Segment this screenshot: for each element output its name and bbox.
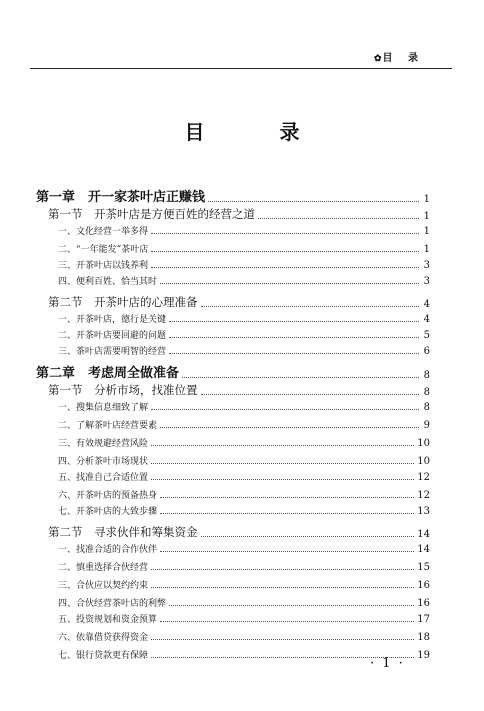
toc-leader-dots: [160, 512, 414, 514]
toc-entry-title: 三、开茶叶店以钱养利: [58, 261, 149, 271]
running-header-label: 目 录: [382, 53, 424, 64]
toc-leader-dots: [151, 638, 414, 640]
toc-item-row: [58, 418, 430, 431]
toc-entry-page: 1: [423, 244, 430, 255]
toc-entry-page: 16: [417, 598, 430, 609]
toc-leader-dots: [169, 604, 414, 606]
toc-entry-page: 13: [417, 506, 430, 517]
toc-entry-page: 6: [423, 346, 430, 357]
toc-entry-page: 16: [417, 580, 430, 591]
toc-entry-title: 二、“一年能发”茶叶店: [58, 245, 149, 255]
toc-entry-page: 3: [423, 276, 430, 287]
toc-section-row: [48, 206, 430, 222]
toc-entry-page: 14: [417, 529, 430, 540]
toc-entry-title: 第二节 寻求伙伴和筹集资金: [48, 525, 198, 539]
toc-leader-dots: [169, 352, 419, 354]
toc-section-row: [48, 382, 430, 398]
toc-entry-title: 七、银行贷款更有保障: [58, 651, 149, 661]
toc-entry-page: 4: [423, 299, 430, 310]
toc-item-row: [58, 630, 430, 643]
toc-item-row: [58, 328, 430, 341]
toc-entry-title: 五、找准自己合适位置: [58, 473, 149, 483]
toc-item-row: [58, 454, 430, 467]
toc-leader-dots: [160, 282, 419, 284]
toc-leader-dots: [151, 478, 414, 480]
toc-leader-dots: [151, 266, 419, 268]
toc-item-row: [58, 542, 430, 555]
toc-leader-dots: [169, 320, 419, 322]
toc-leader-dots: [258, 217, 419, 219]
toc-entry-title: 一、找准合适的合作伙伴: [58, 545, 158, 555]
toc-entry-page: 10: [417, 456, 430, 467]
toc-entry-title: 三、合伙应以契约约束: [58, 581, 149, 591]
toc-entry-title: 四、便利百姓、恰当其时: [58, 277, 158, 287]
toc-entry-title: 第一章 开一家茶叶店正赚钱: [36, 190, 206, 205]
toc-item-row: [58, 258, 430, 271]
toc-entry-page: 19: [417, 650, 430, 661]
toc-entry-page: 12: [417, 490, 430, 501]
toc-entry-title: 六、依靠借贷获得资金: [58, 633, 149, 643]
toc-leader-dots: [151, 444, 414, 446]
toc-entry-title: 三、茶叶店需要明智的经营: [58, 347, 167, 357]
toc-item-row: [58, 274, 430, 287]
toc-item-row: [58, 504, 430, 517]
toc-section-row: [48, 524, 430, 540]
toc-item-row: [58, 436, 430, 449]
toc-leader-dots: [160, 620, 414, 622]
toc-item-row: [58, 242, 430, 255]
toc-entry-page: 1: [423, 211, 430, 222]
toc-entry-page: 10: [417, 438, 430, 449]
toc-leader-dots: [160, 426, 419, 428]
toc-entry-title: 第一节 开茶叶店是方便百姓的经营之道: [48, 207, 255, 221]
flower-icon: ✿: [373, 54, 382, 64]
toc-entry-title: 三、有效规避经营风险: [58, 439, 149, 449]
header-rule: [30, 68, 452, 69]
page-title: 目 录: [184, 120, 334, 144]
toc-leader-dots: [201, 535, 415, 537]
toc-item-row: [58, 596, 430, 609]
toc-entry-title: 四、分析茶叶市场现状: [58, 457, 149, 467]
toc-entry-page: 9: [423, 420, 430, 431]
toc-leader-dots: [160, 550, 414, 552]
toc-item-row: [58, 344, 430, 357]
toc-entry-page: 8: [423, 402, 430, 413]
toc-entry-page: 1: [423, 226, 430, 237]
toc-entry-page: 12: [417, 472, 430, 483]
toc-entry-title: 第二节 开茶叶店的心理准备: [48, 295, 198, 309]
toc-entry-title: 二、慎重选择合伙经营: [58, 563, 149, 573]
toc-entry-page: 17: [417, 614, 430, 625]
toc-entry-title: 四、合伙经营茶叶店的利弊: [58, 599, 167, 609]
toc-entry-page: 5: [423, 330, 430, 341]
toc-item-row: [58, 224, 430, 237]
toc-entry-title: 六、开茶叶店的预备热身: [58, 491, 158, 501]
toc-entry-page: 15: [417, 562, 430, 573]
toc-entry-title: 一、开茶叶店，德行是关键: [58, 315, 167, 325]
toc-leader-dots: [201, 393, 420, 395]
toc-leader-dots: [151, 586, 414, 588]
toc-leader-dots: [201, 305, 420, 307]
toc-leader-dots: [151, 250, 419, 252]
toc-item-row: [58, 470, 430, 483]
toc-leader-dots: [208, 200, 419, 202]
toc-item-row: [58, 560, 430, 573]
toc-entry-title: 五、投资规划和资金预算: [58, 615, 158, 625]
toc-entry-page: 4: [423, 314, 430, 325]
toc-entry-page: 8: [423, 387, 430, 398]
toc-leader-dots: [182, 376, 419, 378]
toc-item-row: [58, 400, 430, 413]
toc-entry-page: 18: [417, 632, 430, 643]
toc-leader-dots: [169, 336, 419, 338]
toc-entry-title: 二、开茶叶店要回避的问题: [58, 331, 167, 341]
toc-item-row: [58, 612, 430, 625]
toc-item-row: [58, 312, 430, 325]
toc-entry-title: 第二章 考虑周全做准备: [36, 366, 180, 381]
running-header: [374, 49, 424, 64]
toc-entry-page: 1: [423, 194, 430, 205]
toc-item-row: [58, 578, 430, 591]
toc-leader-dots: [151, 568, 414, 570]
toc-entry-title: 二、了解茶叶店经营要素: [58, 421, 158, 431]
page-number: · 1 ·: [370, 656, 405, 671]
toc-entry-title: 第一节 分析市场，找准位置: [48, 383, 198, 397]
toc-entry-title: 七、开茶叶店的大致步骤: [58, 507, 158, 517]
toc-leader-dots: [151, 232, 419, 234]
toc-chapter-row: [36, 186, 430, 205]
toc-leader-dots: [151, 462, 414, 464]
toc-entry-page: 14: [417, 544, 430, 555]
toc-entry-page: 3: [423, 260, 430, 271]
toc-chapter-row: [36, 362, 430, 381]
toc-entry-page: 8: [423, 370, 430, 381]
toc-item-row: [58, 488, 430, 501]
toc-entry-title: 一、搜集信息细致了解: [58, 403, 149, 413]
toc-section-row: [48, 294, 430, 310]
toc-leader-dots: [160, 496, 414, 498]
toc-leader-dots: [151, 408, 419, 410]
toc-entry-title: 一、文化经营一举多得: [58, 227, 149, 237]
